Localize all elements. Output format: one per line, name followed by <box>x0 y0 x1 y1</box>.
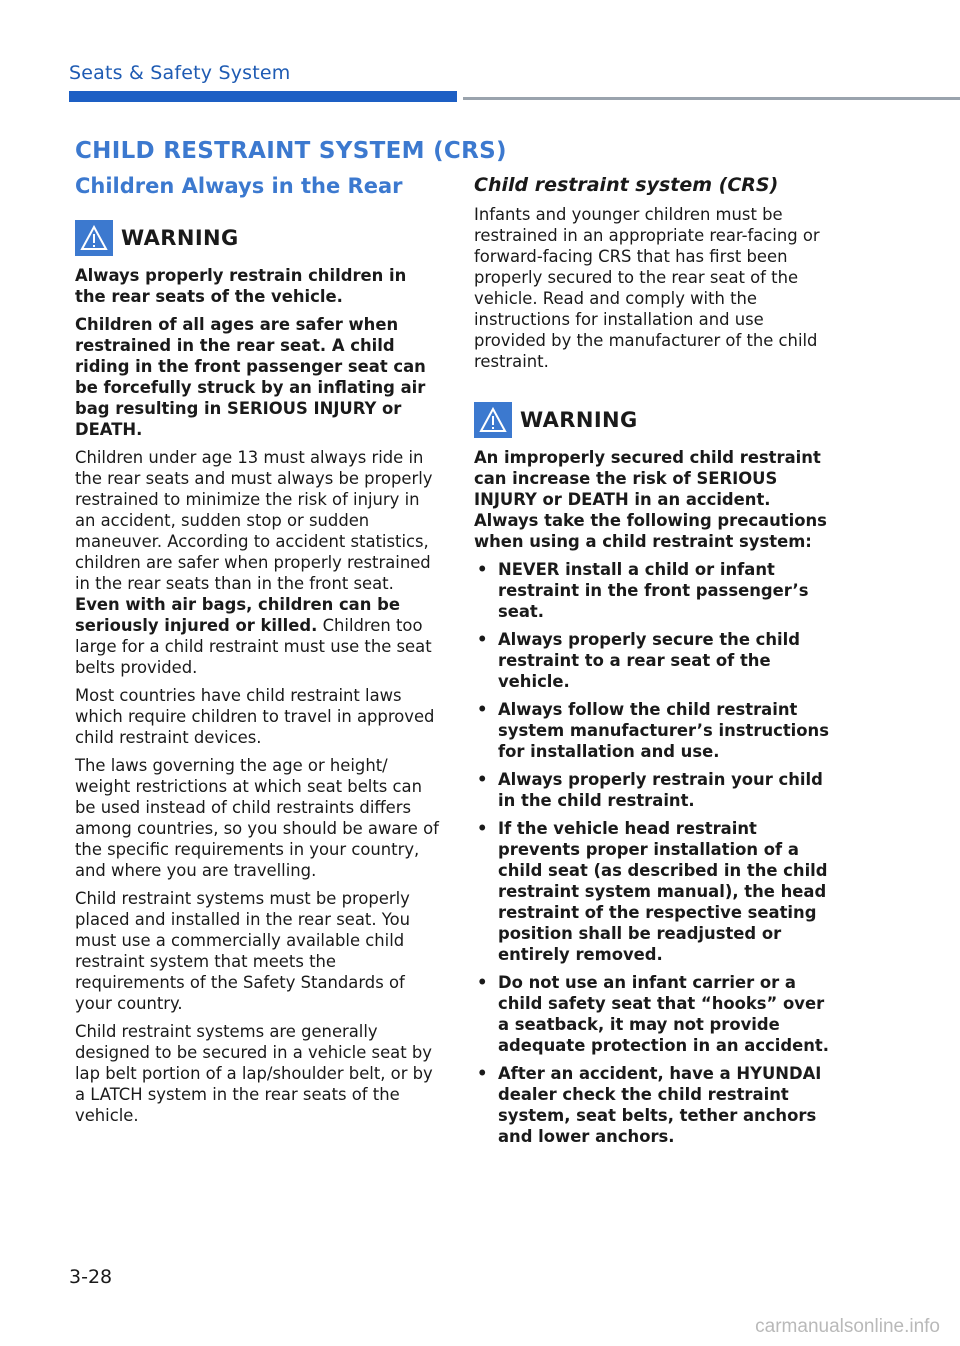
body-paragraph <box>75 447 440 678</box>
warning-text: An improperly secured child restraint can increase the risk of SERIOUS INJURY or DEATH in an accident. Always take the following precautions when using a child restraint system: <box>474 448 827 551</box>
watermark: carmanualsonline.info <box>755 1316 940 1337</box>
body-paragraph: Child restraint systems are generally designed to be secured in a vehicle seat by lap belt portion of a lap/shoulder belt, or by a LATCH system in the rear seats of the vehicle. <box>75 1022 433 1125</box>
warning-text: Always properly restrain children in the rear seats of the vehicle. <box>75 266 407 306</box>
page-number: 3-28 <box>69 1266 113 1288</box>
warning-label: WARNING <box>520 408 638 432</box>
header-title: Seats & Safety System <box>69 62 291 84</box>
list-item: • Always properly secure the child restraint to a rear seat of the vehicle. <box>474 629 840 692</box>
body-paragraph: The laws governing the age or height/ weight restrictions at which seat belts can be used instead of child restraints differs among countries, so you should be aware of the specific requirements in your country, and where you are travelling. <box>75 756 439 880</box>
body-paragraph: Child restraint systems must be properly placed and installed in the rear seat. You must use a commercially available child restraint system that meets the requirements of the Safety Standards of your country. <box>75 889 410 1013</box>
section-title: CHILD RESTRAINT SYSTEM (CRS) <box>75 138 507 164</box>
list-item: • NEVER install a child or infant restraint in the front passenger’s seat. <box>474 559 840 622</box>
subheading-children-rear: Children Always in the Rear <box>75 174 403 198</box>
precautions-list <box>474 559 840 1147</box>
list-item: • Always properly restrain your child in the child restraint. <box>474 769 840 811</box>
body-text-bold: Even with air bags, children can be seriously injured or killed. <box>75 595 400 635</box>
warning-heading-left <box>75 220 440 256</box>
warning-heading-right <box>474 402 840 438</box>
header-bar-rule <box>463 97 960 100</box>
warning-text: Children of all ages are safer when restrained in the rear seat. A child riding in the front passenger seat can be forcefully struck by an inflating air bag resulting in SERIOUS INJURY or DEATH. <box>75 315 426 439</box>
left-column <box>75 172 440 1133</box>
warning-triangle-icon <box>75 220 113 256</box>
list-item: • After an accident, have a HYUNDAI dealer check the child restraint system, seat belts, tether anchors and lower anchors. <box>474 1063 840 1147</box>
body-text: Children too large for a child restraint must use the seat belts provided. <box>75 616 432 677</box>
right-column <box>474 172 840 1154</box>
warning-label: WARNING <box>121 226 239 250</box>
body-paragraph: Infants and younger children must be restrained in an appropriate rear-facing or forward-facing CRS that has first been properly secured to the rear seat of the vehicle. Read and comply with the instructions for installation and use provided by the manufacturer of the child restraint. <box>474 205 820 371</box>
list-item: • Do not use an infant carrier or a child safety seat that “hooks” over a seatback, it may not provide adequate protection in an accident. <box>474 972 840 1056</box>
warning-triangle-icon <box>474 402 512 438</box>
body-paragraph: Most countries have child restraint laws which require children to travel in approved child restraint devices. <box>75 686 435 747</box>
body-text: Children under age 13 must always ride in the rear seats and must always be properly restrained to minimize the risk of injury in an accident, sudden stop or sudden maneuver. According to accident statistics, children are safer when properly restrained in the rear seats than in the front seat. <box>75 448 433 593</box>
list-item: • If the vehicle head restraint prevents proper installation of a child seat (as described in the child restraint system manual), the head restraint of the respective seating position shall be readjusted or entirely removed. <box>474 818 840 965</box>
header-bar-accent <box>69 91 457 102</box>
subheading-crs: Child restraint system (CRS) <box>474 174 779 196</box>
list-item: • Always follow the child restraint system manufacturer’s instructions for installation and use. <box>474 699 840 762</box>
